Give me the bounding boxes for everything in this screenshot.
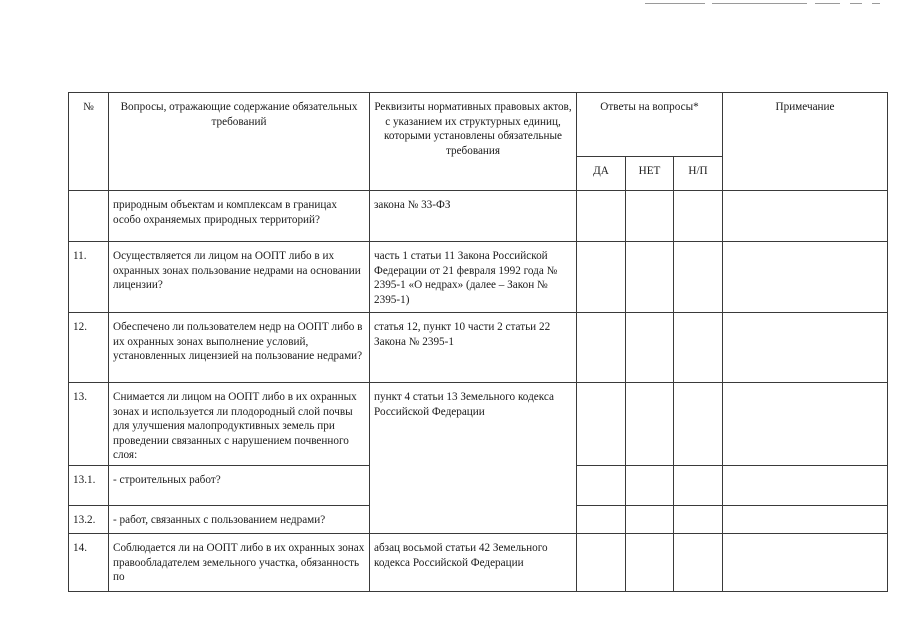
answer-no-cell[interactable] xyxy=(626,466,674,506)
requisite-cell: пункт 4 статьи 13 Земельного кодекса Российской Федерации xyxy=(370,383,577,534)
answer-na-cell[interactable] xyxy=(674,534,723,592)
table-row xyxy=(69,191,888,242)
row-number: 14. xyxy=(69,534,109,592)
note-cell[interactable] xyxy=(723,534,888,592)
note-cell[interactable] xyxy=(723,466,888,506)
row-number xyxy=(69,191,109,242)
table-row xyxy=(69,534,888,592)
row-number: 12. xyxy=(69,313,109,383)
answer-no-cell[interactable] xyxy=(626,383,674,466)
note-cell[interactable] xyxy=(723,242,888,313)
question-cell: Соблюдается ли на ООПТ либо в их охранных зонах правообладателем земельного участка, обязанность по xyxy=(109,534,370,592)
scan-artifact-line xyxy=(872,3,880,4)
answer-na-cell[interactable] xyxy=(674,313,723,383)
answer-na-cell[interactable] xyxy=(674,466,723,506)
answer-yes-cell[interactable] xyxy=(577,313,626,383)
answer-yes-cell[interactable] xyxy=(577,191,626,242)
question-cell: Обеспечено ли пользователем недр на ООПТ либо в их охранных зонах выполнение условий, установленных лицензией на пользование недрами? xyxy=(109,313,370,383)
answer-yes-cell[interactable] xyxy=(577,506,626,534)
answer-yes-cell[interactable] xyxy=(577,383,626,466)
answer-yes-cell[interactable] xyxy=(577,466,626,506)
question-cell: природным объектам и комплексам в границах особо охраняемых природных территорий? xyxy=(109,191,370,242)
scan-artifact-line xyxy=(850,3,862,4)
answer-no-cell[interactable] xyxy=(626,242,674,313)
note-cell[interactable] xyxy=(723,506,888,534)
answer-no-cell[interactable] xyxy=(626,534,674,592)
header-row xyxy=(69,93,888,157)
answer-na-cell[interactable] xyxy=(674,383,723,466)
question-cell: Осуществляется ли лицом на ООПТ либо в их охранных зонах пользование недрами на основании лицензии? xyxy=(109,242,370,313)
requisite-cell: абзац восьмой статьи 42 Земельного кодекса Российской Федерации xyxy=(370,534,577,592)
row-number: 13. xyxy=(69,383,109,466)
requisite-cell: статья 12, пункт 10 части 2 статьи 22 Закона № 2395-1 xyxy=(370,313,577,383)
question-cell: - работ, связанных с пользованием недрами? xyxy=(109,506,370,534)
header-answers: Ответы на вопросы* xyxy=(577,93,723,157)
header-questions: Вопросы, отражающие содержание обязательных требований xyxy=(109,93,370,191)
note-cell[interactable] xyxy=(723,313,888,383)
question-cell: - строительных работ? xyxy=(109,466,370,506)
scan-artifact-line xyxy=(645,3,705,4)
checklist-table xyxy=(68,92,888,592)
header-notes: Примечание xyxy=(723,93,888,191)
requisite-cell: закона № 33-ФЗ xyxy=(370,191,577,242)
question-cell: Снимается ли лицом на ООПТ либо в их охранных зонах и используется ли плодородный слой почвы для улучшения малопродуктивных земель при проведении связанных с нарушением почвенного слоя: xyxy=(109,383,370,466)
answer-yes-cell[interactable] xyxy=(577,242,626,313)
header-requisites: Реквизиты нормативных правовых актов, с указанием их структурных единиц, которыми установлены обязательные требования xyxy=(370,93,577,191)
answer-yes-cell[interactable] xyxy=(577,534,626,592)
header-na: Н/П xyxy=(674,157,723,191)
note-cell[interactable] xyxy=(723,191,888,242)
scan-artifact-line xyxy=(815,3,840,4)
answer-na-cell[interactable] xyxy=(674,506,723,534)
row-number: 13.2. xyxy=(69,506,109,534)
answer-na-cell[interactable] xyxy=(674,242,723,313)
row-number: 11. xyxy=(69,242,109,313)
answer-no-cell[interactable] xyxy=(626,506,674,534)
header-num: № xyxy=(69,93,109,191)
row-number: 13.1. xyxy=(69,466,109,506)
answer-na-cell[interactable] xyxy=(674,191,723,242)
note-cell[interactable] xyxy=(723,383,888,466)
scan-artifact-line xyxy=(712,3,807,4)
requisite-cell: часть 1 статьи 11 Закона Российской Федерации от 21 февраля 1992 года № 2395-1 «О недрах» (далее – Закон № 2395-1) xyxy=(370,242,577,313)
table-row xyxy=(69,313,888,383)
header-yes: ДА xyxy=(577,157,626,191)
table-row xyxy=(69,242,888,313)
answer-no-cell[interactable] xyxy=(626,313,674,383)
table-row xyxy=(69,383,888,466)
answer-no-cell[interactable] xyxy=(626,191,674,242)
header-no: НЕТ xyxy=(626,157,674,191)
